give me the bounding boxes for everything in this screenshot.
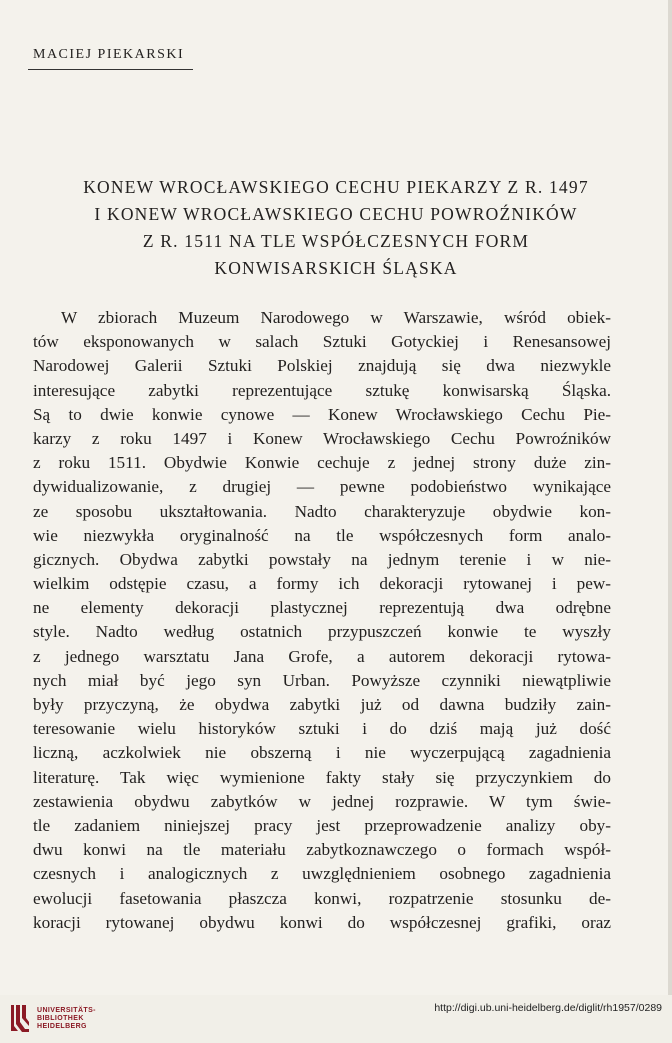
library-logo-icon [8, 1002, 32, 1034]
source-url-link[interactable]: http://digi.ub.uni-heidelberg.de/diglit/rh1957/0289 [434, 1002, 662, 1014]
body-line: dywidualizowanie, z drugiej — pewne podobieństwo wynikające [33, 477, 611, 497]
body-line: gicznych. Obydwa zabytki powstały na jednym terenie i w nie- [33, 549, 611, 569]
body-line: czesnych i analogicznych z uwzględnieniem osobnego zagadnienia [33, 864, 611, 884]
body-line: literaturę. Tak więc wymienione fakty stały się przyczynkiem do [33, 767, 611, 787]
body-line: style. Nadto według ostatnich przypuszczeń konwie te wyszły [33, 622, 611, 642]
body-line: wielkim odstępie czasu, a formy ich dekoracji rytowanej i pew- [33, 574, 611, 594]
body-line: Narodowej Galerii Sztuki Polskiej znajdują się dwa niezwykle [33, 356, 611, 376]
library-name-line: BIBLIOTHEK [37, 1015, 84, 1022]
body-line: nych miał być jego syn Urban. Powyższe czynniki niewątpliwie [33, 670, 611, 690]
body-line: koracji rytowanej obydwu konwi do współczesnej grafiki, oraz [33, 912, 611, 932]
body-line: ze sposobu ukształtowania. Nadto charakteryzuje obydwie kon- [33, 501, 611, 521]
body-line: teresowanie wielu historyków sztuki i do dziś mają już dość [33, 719, 611, 739]
article-title [20, 174, 652, 282]
title-line: KONWISARSKICH ŚLĄSKA [214, 258, 458, 278]
title-line: I KONEW WROCŁAWSKIEGO CECHU POWROŹNIKÓW [94, 204, 578, 224]
body-line: zestawienia obydwu zabytków w jednej rozprawie. W tym świe- [33, 791, 611, 811]
body-line: z jednego warsztatu Jana Grofe, a autorem dekoracji rytowa- [33, 646, 611, 666]
body-line: interesujące zabytki reprezentujące sztukę konwisarską Śląska. [33, 380, 611, 400]
body-line: wie niezwykła oryginalność na tle współczesnych form analo- [33, 525, 611, 545]
viewer-footer [0, 995, 672, 1043]
library-name-line: HEIDELBERG [37, 1023, 87, 1030]
running-head: MACIEJ PIEKARSKI [33, 47, 185, 62]
body-line: były przyczyną, że obydwa zabytki już od dawna budziły zain- [33, 695, 611, 714]
body-line: dwu konwi na tle materiału zabytkoznawczego o formach współ- [33, 840, 611, 860]
body-line: ne elementy dekoracji plastycznej reprezentują dwa odrębne [33, 598, 611, 618]
running-head-rule [28, 69, 193, 70]
body-line: tle zadaniem niniejszej pracy jest przeprowadzenie analizy oby- [33, 815, 611, 835]
title-line: Z R. 1511 NA TLE WSPÓŁCZESNYCH FORM [142, 231, 530, 251]
library-name [37, 1007, 96, 1031]
body-line: ewolucji fasetowania płaszcza konwi, rozpatrzenie stosunku de- [33, 888, 611, 908]
body-line: liczną, aczkolwiek nie obszerną i nie wyczerpującą zagadnienia [33, 743, 611, 763]
body-line: karzy z roku 1497 i Konew Wrocławskiego Cechu Powroźników [33, 428, 611, 448]
body-text [33, 306, 611, 935]
body-line: W zbiorach Muzeum Narodowego w Warszawie, wśród obiek- [61, 308, 611, 327]
body-line: tów eksponowanych w salach Sztuki Gotyckiej i Renesansowej [33, 332, 611, 352]
library-name-line: UNIVERSITÄTS- [37, 1007, 96, 1014]
body-line: z roku 1511. Obydwie Konwie cechuje z jednej strony duże zin- [33, 453, 611, 473]
title-line: KONEW WROCŁAWSKIEGO CECHU PIEKARZY Z R. 1497 [83, 177, 589, 197]
body-line: Są to dwie konwie cynowe — Konew Wrocławskiego Cechu Pie- [33, 404, 611, 424]
